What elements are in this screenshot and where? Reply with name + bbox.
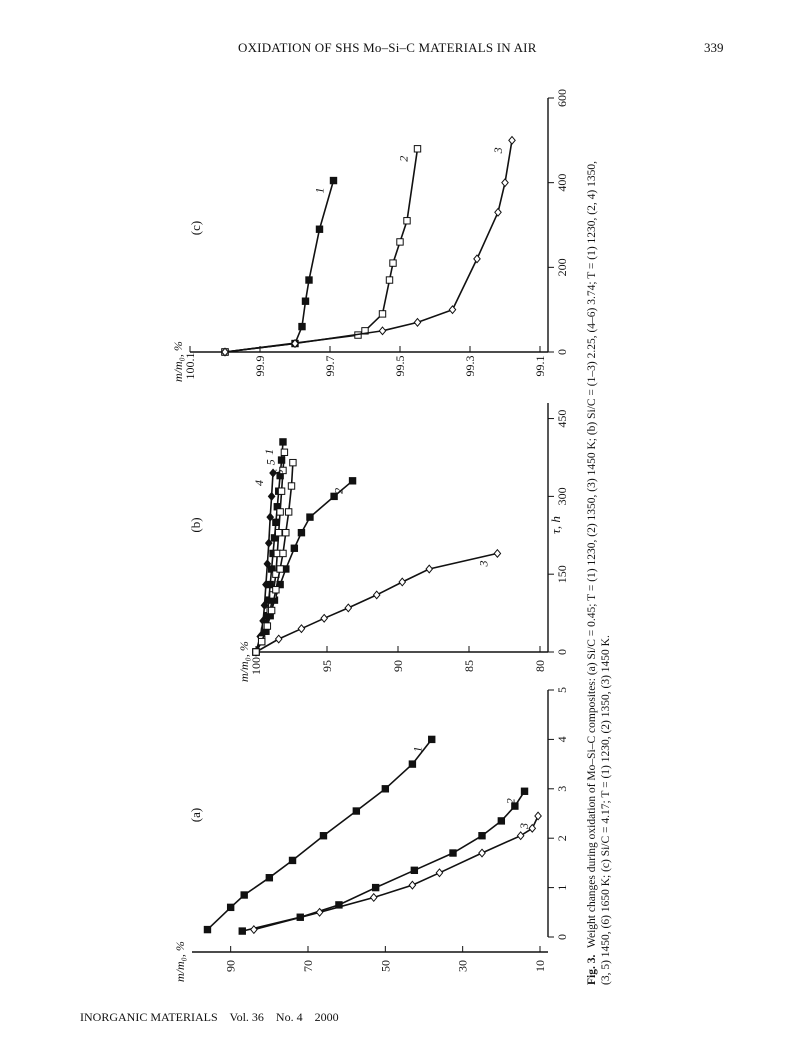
data-point [411,867,417,873]
y-tick-label: 100 [249,657,263,675]
series-label: 6 [271,469,286,476]
y-tick-label: 50 [378,960,393,972]
svg-text:Fig. 3. Weight changes d [586,161,598,985]
series-line [208,739,432,929]
y-tick-label: 99.7 [323,355,337,377]
data-point [409,761,415,767]
data-point [535,812,541,820]
data-point [241,892,247,898]
data-point [253,649,259,655]
series-label: 2 [331,487,346,494]
data-point [414,319,420,327]
data-point [498,818,504,824]
x-tick-label: 600 [555,89,569,107]
caption-label: Fig. 3. [586,954,598,985]
data-point [227,904,233,910]
series-line [256,553,497,652]
y-tick-label: 90 [223,960,238,972]
series-2 [222,146,421,356]
series-line [225,140,512,352]
series-label: 5 [263,459,278,466]
x-tick-label: 300 [555,487,569,506]
x-tick-label: 200 [555,258,569,277]
x-tick-label: 4 [555,736,569,743]
data-point [204,926,210,932]
footer-number: No. 4 [275,1010,303,1024]
data-point [276,529,282,535]
x-tick-label: 5 [555,687,569,693]
data-point [450,850,456,856]
x-tick-label: 2 [555,835,569,842]
data-point [330,177,336,183]
series-line [225,181,334,353]
y-axis-title: m/m₀, % [173,941,187,982]
chart-panel-a [173,687,569,982]
data-point [316,226,322,232]
data-point [251,926,257,934]
data-point [436,869,442,877]
data-point [479,849,485,857]
y-tick-label: 99.3 [463,355,477,377]
data-point [277,566,283,572]
series-label: 1 [261,448,276,455]
data-point [517,832,523,840]
data-point [281,449,287,455]
series-label: 2 [503,798,518,805]
x-tick-label: 450 [555,409,569,428]
data-point [266,875,272,881]
series-3 [251,812,542,933]
series-label: 4 [252,480,267,487]
footer-year: 2000 [314,1010,339,1024]
footer [80,1010,339,1025]
x-axis-title: τ, h [548,516,563,534]
data-point [290,459,296,465]
data-point [298,625,304,633]
y-tick-label: 99.5 [393,355,407,377]
series-line [242,791,524,931]
data-point [390,260,396,266]
data-point [276,635,282,643]
data-point [404,218,410,224]
y-tick-label: 95 [320,660,334,672]
panel-label: (c) [188,220,203,236]
data-point [264,623,270,629]
data-point [374,591,380,599]
data-point [289,857,295,863]
caption-line-1: Weight changes during oxidation of Mo–Si–C composites: (a) Si/C = 0.45; T = (1) 1230, (2) 1350, (3) 1450 K; (b) Si/C = (1–3) 2.25, (4–6) 3.74; T = (1) 1230, (2, 4) 1350, [586,161,598,948]
y-tick-label: 30 [455,960,470,972]
figure-caption [586,161,612,985]
y-tick-label: 70 [301,960,315,972]
panel-label: (a) [188,807,203,823]
x-tick-label: 3 [555,785,569,792]
chart-panel-b [188,403,569,682]
y-axis-title: m/m₀, % [171,341,185,382]
data-point [298,529,304,535]
data-point [449,306,455,314]
y-tick-label: 85 [462,660,476,672]
series-label: 2 [396,155,411,162]
y-tick-label: 99.9 [253,355,267,377]
data-point [509,137,515,145]
data-point [280,550,286,556]
data-point [494,550,500,558]
data-point [353,808,359,814]
data-point [283,529,289,535]
data-point [273,519,279,525]
data-point [379,311,385,317]
data-point [371,894,377,902]
data-point [429,736,435,742]
data-point [502,179,508,187]
series-label: 1 [410,746,425,753]
x-tick-label: 150 [555,565,569,584]
running-header: OXIDATION OF SHS Mo–Si–C MATERIALS IN AIR [238,40,537,55]
data-point [479,833,485,839]
data-point [277,509,283,515]
data-point [268,493,274,501]
data-point [306,277,312,283]
series-2 [239,788,528,934]
series-1 [222,177,337,355]
y-tick-label: 90 [391,660,405,672]
data-point [307,514,313,520]
series-label: 3 [476,560,491,567]
chart-panels [171,89,569,982]
page-number: 339 [704,40,724,55]
data-point [278,488,284,494]
data-point [299,323,305,329]
series-label: 3 [517,822,532,829]
data-point [426,565,432,573]
data-point [258,638,264,644]
series-6 [253,459,296,655]
data-point [345,604,351,612]
data-point [521,788,527,794]
data-point [268,607,274,613]
y-tick-label: 10 [533,960,547,972]
data-point [495,209,501,217]
data-point [397,239,403,245]
series-label: 1 [312,187,327,194]
data-point [239,928,245,934]
series-3 [222,137,515,356]
x-tick-label: 400 [555,173,569,192]
data-point [273,587,279,593]
y-tick-label: 80 [533,660,547,672]
y-tick-label: 99.1 [533,355,547,377]
y-axis-title: m/m₀, % [237,641,251,682]
data-point [414,146,420,152]
data-point [320,833,326,839]
footer-journal: INORGANIC MATERIALS [80,1010,218,1024]
data-point [379,327,385,335]
x-tick-label: 1 [555,884,569,891]
data-point [349,478,355,484]
x-tick-label: 0 [555,934,569,940]
series-label: 3 [491,147,505,154]
data-point [409,881,415,889]
data-point [288,483,294,489]
data-point [285,509,291,515]
series-3 [253,550,501,656]
data-point [280,439,286,445]
series-line [256,463,293,652]
x-tick-label: 0 [555,649,569,655]
chart-panel-c [171,89,569,382]
data-point [291,545,297,551]
data-point [321,614,327,622]
panel-label: (b) [188,517,203,533]
x-tick-label: 0 [555,349,569,355]
footer-volume: Vol. 36 [229,1010,264,1024]
data-point [302,298,308,304]
y-tick-label: 100.1 [183,352,197,380]
data-point [382,786,388,792]
data-point [474,255,480,263]
data-point [386,277,392,283]
data-point [372,884,378,890]
caption-line-2: (3, 5) 1450, (6) 1650 K; (c) Si/C = 4.17; T = (1) 1230, (2) 1350, (3) 1450 K. [600,635,612,985]
series-line [254,816,538,930]
series-1 [204,736,435,933]
data-point [399,578,405,586]
series-line [225,149,418,352]
